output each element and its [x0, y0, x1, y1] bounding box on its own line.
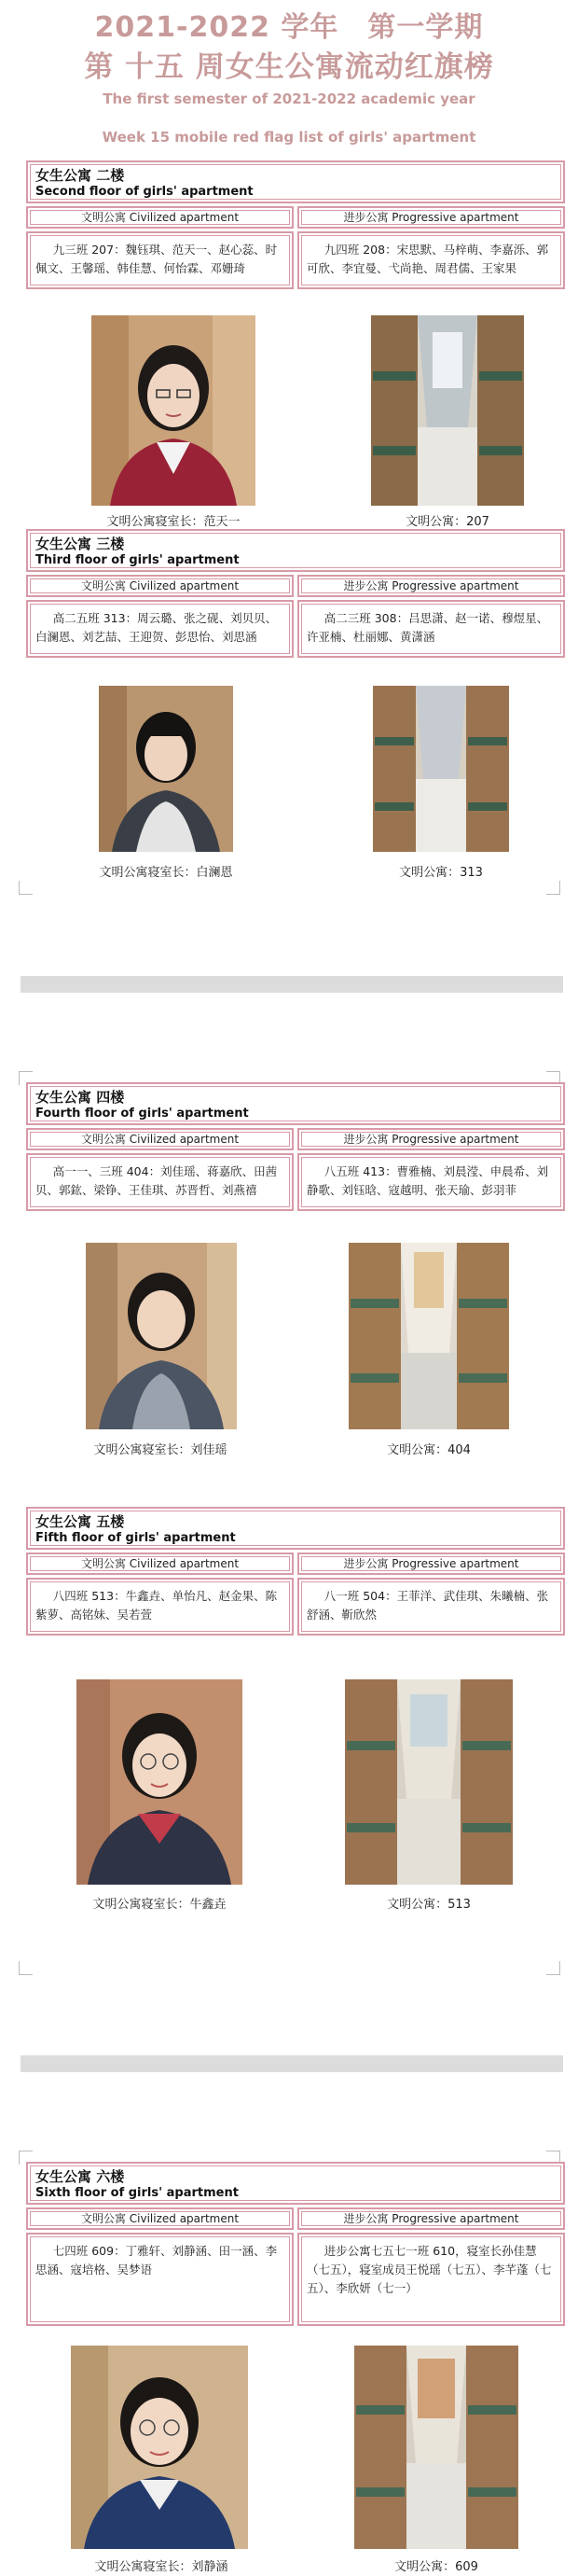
floor-header: [26, 529, 565, 572]
progressive-column-header: 进步公寓 Progressive apartment: [297, 1553, 565, 1575]
dorm-room-caption: 文明公寓：313: [399, 866, 483, 880]
floor-6-section: [26, 2162, 565, 2326]
progressive-column-header: 进步公寓 Progressive apartment: [297, 206, 565, 229]
floor-title-zh: 女生公寓 四楼: [35, 1089, 125, 1106]
progressive-members: 九四班 208：宋思默、马梓萌、李嘉泺、郭可欣、李宜曼、弋尚艳、周君儒、王家果: [297, 231, 565, 289]
floor-title-zh: 女生公寓 二楼: [35, 167, 125, 184]
page-corner-mark: [546, 881, 560, 895]
dorm-room-caption: 文明公寓：207: [406, 515, 489, 529]
floor-title-zh: 女生公寓 三楼: [35, 536, 125, 552]
page-subtitle: 第 十五 周女生公寓流动红旗榜: [84, 50, 494, 84]
dorm-room-caption: 文明公寓：609: [394, 2560, 478, 2574]
dorm-leader-portrait: [76, 1679, 242, 1885]
floor-3-section: [26, 529, 565, 658]
english-title-line-1: The first semester of 2021-2022 academic year: [103, 91, 475, 107]
floor-title-en: Fifth floor of girls' apartment: [35, 1531, 236, 1545]
civilized-members: 高一一、三班 404：刘佳瑶、蒋嘉欣、田茜贝、郭鈜、梁铮、王佳琪、苏晋哲、刘燕禧: [26, 1153, 294, 1211]
dorm-leader-portrait: [86, 1243, 237, 1429]
civilized-column-header: 文明公寓 Civilized apartment: [26, 1128, 294, 1150]
dorm-leader-caption: 文明公寓寝室长：范天一: [106, 515, 241, 529]
civilized-column-header: 文明公寓 Civilized apartment: [26, 206, 294, 229]
dorm-room-caption: 文明公寓：513: [387, 1898, 471, 1912]
floor-title-en: Sixth floor of girls' apartment: [35, 2186, 239, 2200]
page-title: 2021-2022 学年 第一学期: [94, 11, 484, 44]
english-title-line-2: Week 15 mobile red flag list of girls' apartment: [102, 129, 476, 146]
floor-title-en: Fourth floor of girls' apartment: [35, 1107, 249, 1121]
civilized-members: 九三班 207：魏钰琪、范天一、赵心蕊、时佩文、王馨瑶、韩佳慧、何怡霖、邓姗琦: [26, 231, 294, 289]
progressive-members: 进步公寓七五七一班 610，寝室长孙佳慧（七五），寝室成员王悦瑶（七五）、李芊蓬（七五）、李欣妍（七一）: [297, 2233, 565, 2326]
floor-header: [26, 1082, 565, 1125]
progressive-members: 八一班 504：王菲洋、武佳琪、朱曦楠、张舒涵、靳欣然: [297, 1578, 565, 1636]
dorm-room-photo: [349, 1243, 509, 1429]
floor-header: [26, 160, 565, 203]
page-corner-mark: [19, 1961, 33, 1975]
page-separator: [21, 2055, 563, 2072]
progressive-members: 高二三班 308：吕思潇、赵一诺、穆煜星、许亚楠、杜丽娜、黄潇涵: [297, 600, 565, 658]
dorm-leader-portrait: [71, 2346, 248, 2549]
dorm-room-photo: [373, 686, 509, 852]
civilized-column-header: 文明公寓 Civilized apartment: [26, 575, 294, 597]
page-separator: [21, 976, 563, 993]
civilized-members: 七四班 609：丁雅轩、刘静涵、田一涵、李思涵、寇培格、吴梦语: [26, 2233, 294, 2326]
dorm-leader-caption: 文明公寓寝室长：刘静涵: [94, 2560, 228, 2574]
dorm-room-photo: [371, 315, 524, 506]
progressive-column-header: 进步公寓 Progressive apartment: [297, 2207, 565, 2230]
dorm-room-photo: [354, 2346, 518, 2549]
floor-title-en: Third floor of girls' apartment: [35, 553, 240, 567]
civilized-members: 高二五班 313：周云璐、张之砚、刘贝贝、白澜恩、刘艺喆、王迎贺、彭思怡、刘思涵: [26, 600, 294, 658]
dorm-room-photo: [345, 1679, 513, 1885]
progressive-column-header: 进步公寓 Progressive apartment: [297, 575, 565, 597]
floor-2-section: [26, 160, 565, 289]
progressive-column-header: 进步公寓 Progressive apartment: [297, 1128, 565, 1150]
dorm-leader-caption: 文明公寓寝室长：刘佳瑶: [93, 1443, 227, 1457]
civilized-members: 八四班 513：牛鑫垚、单怡凡、赵金果、陈紫萝、高铭妹、吴若萱: [26, 1578, 294, 1636]
dorm-leader-portrait: [91, 315, 255, 506]
page-corner-mark: [19, 881, 33, 895]
floor-header: [26, 2162, 565, 2205]
civilized-column-header: 文明公寓 Civilized apartment: [26, 1553, 294, 1575]
dorm-leader-portrait: [99, 686, 233, 852]
dorm-leader-caption: 文明公寓寝室长：牛鑫垚: [92, 1898, 227, 1912]
floor-5-section: [26, 1507, 565, 1636]
floor-title-zh: 女生公寓 六楼: [35, 2168, 125, 2185]
civilized-column-header: 文明公寓 Civilized apartment: [26, 2207, 294, 2230]
dorm-room-caption: 文明公寓：404: [387, 1443, 471, 1457]
page-corner-mark: [546, 1961, 560, 1975]
floor-title-en: Second floor of girls' apartment: [35, 185, 254, 199]
progressive-members: 八五班 413：曹雅楠、刘晨滢、申晨希、刘静歌、刘钰晗、寇越明、张天瑜、彭羽菲: [297, 1153, 565, 1211]
floor-title-zh: 女生公寓 五楼: [35, 1513, 125, 1530]
floor-4-section: [26, 1082, 565, 1211]
dorm-leader-caption: 文明公寓寝室长：白澜恩: [99, 866, 233, 880]
floor-header: [26, 1507, 565, 1550]
